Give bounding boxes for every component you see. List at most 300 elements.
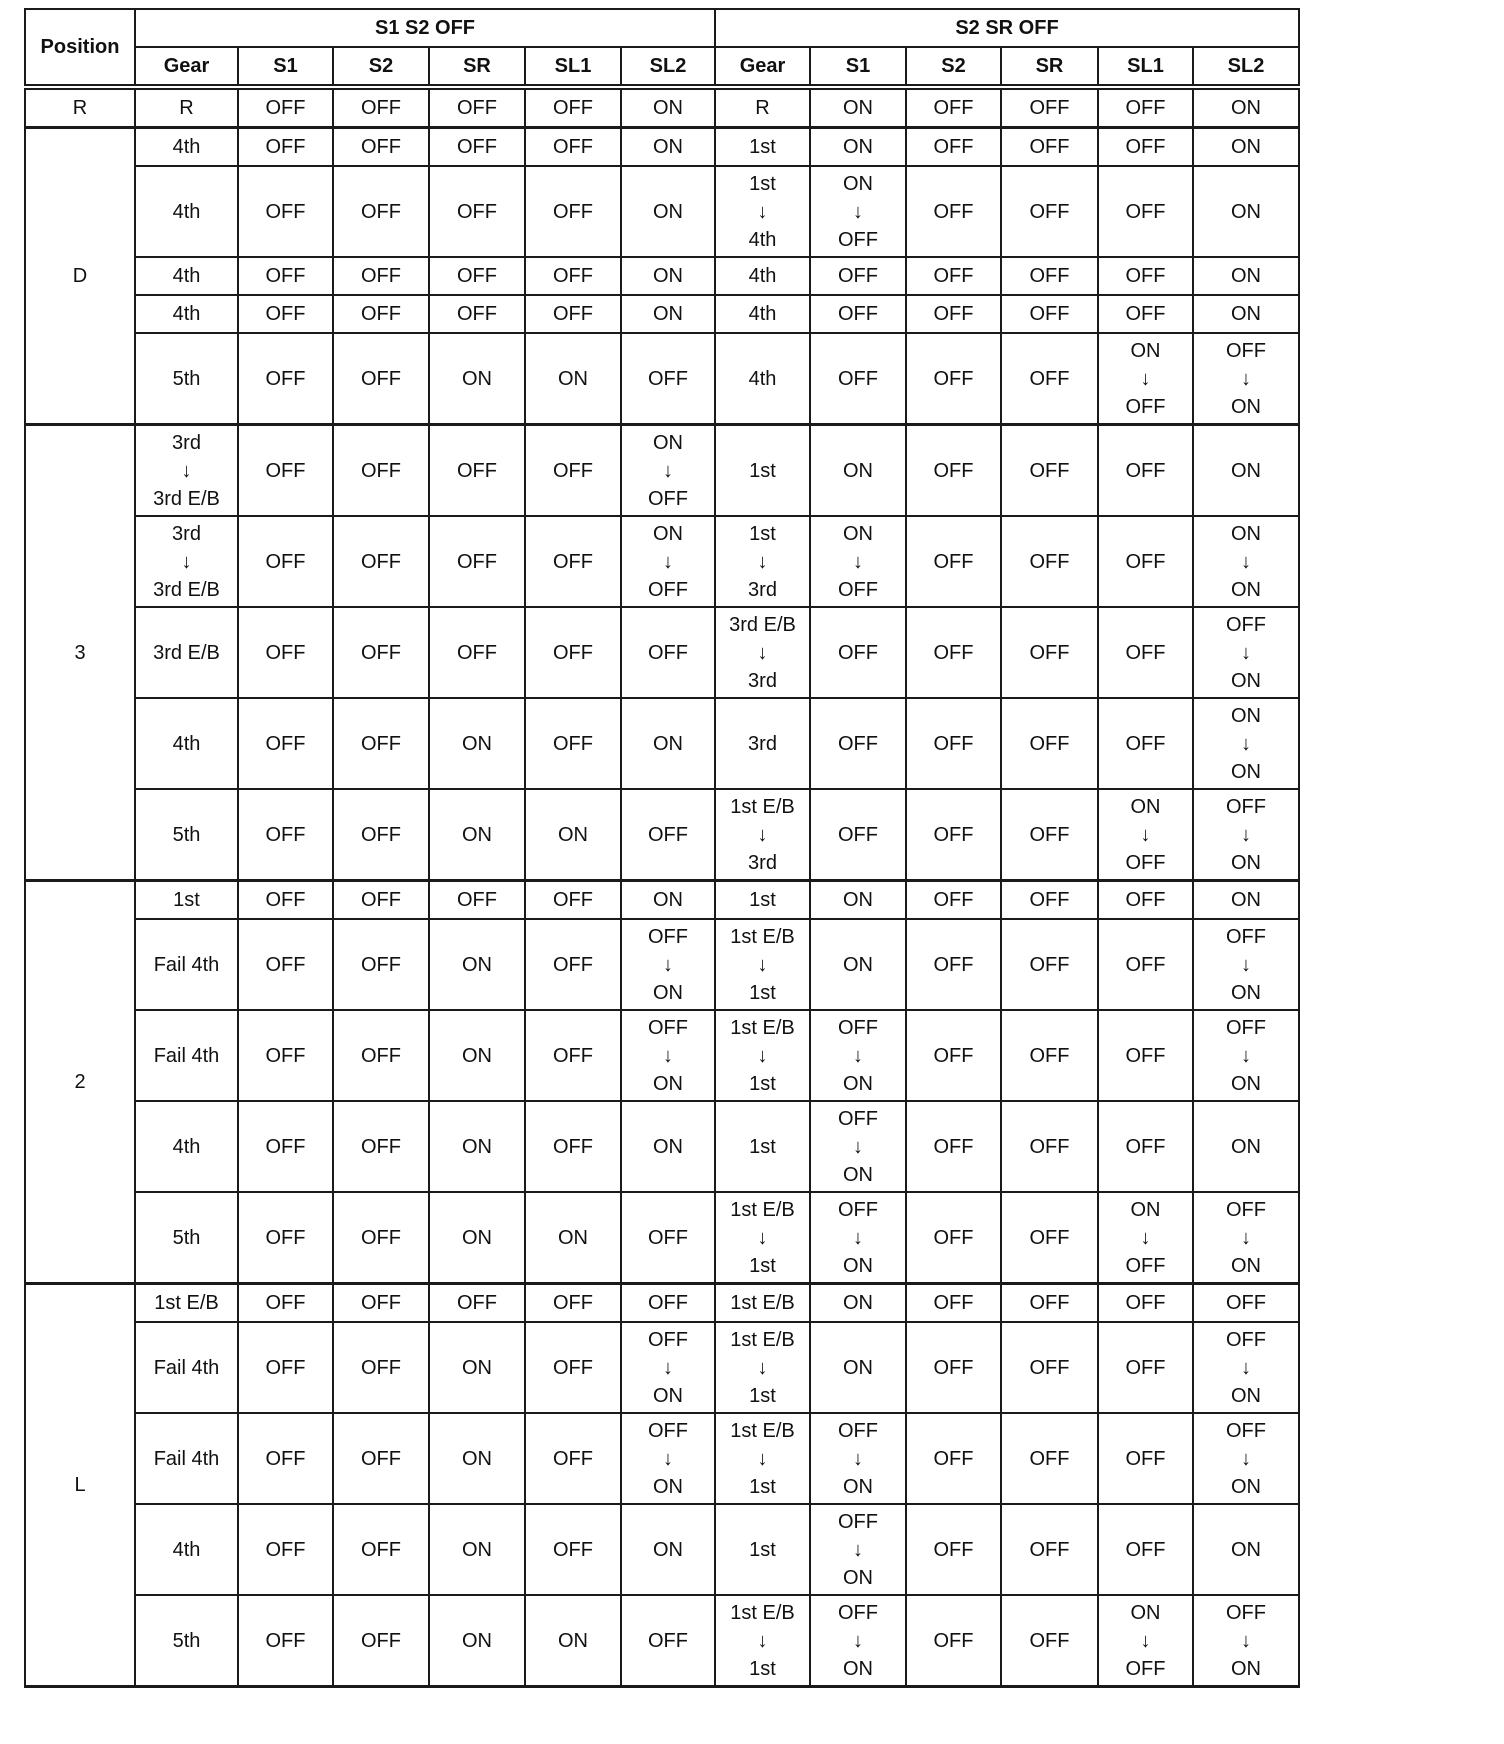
cell-s2sroff-sl1: OFF	[1098, 87, 1193, 128]
cell-s1s2off-s2: OFF	[333, 128, 429, 167]
transition-to: 4th	[748, 228, 777, 251]
down-arrow-icon: ↓	[663, 550, 673, 573]
cell-s1s2off-sr: OFF	[429, 1284, 525, 1323]
cell-s2sroff-s1: OFF	[810, 789, 906, 881]
cell-s1s2off-s2: OFF	[333, 1322, 429, 1413]
cell-s2sroff-sl1: OFF	[1098, 919, 1193, 1010]
down-arrow-icon: ↓	[1140, 1629, 1151, 1652]
cell-s1s2off-sl1: OFF	[525, 881, 621, 920]
cell-s1s2off-s2: OFF	[333, 516, 429, 607]
cell-s1s2off-s1: OFF	[238, 295, 333, 333]
cell-s1s2off-sr: OFF	[429, 881, 525, 920]
cell-s1s2off-s2: OFF	[333, 1504, 429, 1595]
cell-s2sroff-gear: 1st	[715, 1101, 810, 1192]
cell-s2sroff-sr: OFF	[1001, 919, 1098, 1010]
cell-s2sroff-s2: OFF	[906, 789, 1001, 881]
cell-s2sroff-gear: 4th	[715, 333, 810, 425]
cell-s1s2off-s1: OFF	[238, 881, 333, 920]
cell-s2sroff-sl2	[1193, 919, 1299, 1010]
down-arrow-icon: ↓	[853, 550, 863, 573]
transition-to: ON	[653, 981, 683, 1004]
down-arrow-icon: ↓	[853, 1044, 863, 1067]
cell-s2sroff-sl1: OFF	[1098, 128, 1193, 167]
transition-to: OFF	[838, 228, 878, 251]
transition-to: ON	[653, 1475, 683, 1498]
cell-s2sroff-sr: OFF	[1001, 425, 1098, 517]
transition-from: 1st E/B	[730, 1328, 795, 1351]
cell-s2sroff-s2: OFF	[906, 1101, 1001, 1192]
cell-s1s2off-sl1: OFF	[525, 87, 621, 128]
cell-s1s2off-sr: OFF	[429, 166, 525, 257]
cell-s2sroff-gear: 4th	[715, 295, 810, 333]
cell-s2sroff-s1	[810, 1010, 906, 1101]
transition-from: ON	[653, 522, 683, 545]
cell-s1s2off-sr: ON	[429, 1101, 525, 1192]
transition-to: ON	[1231, 395, 1261, 418]
down-arrow-icon: ↓	[1241, 953, 1251, 976]
cell-s2sroff-gear: 1st	[715, 128, 810, 167]
cell-s1s2off-sl2	[621, 425, 715, 517]
table-row	[25, 1101, 1299, 1192]
cell-s2sroff-s2: OFF	[906, 1322, 1001, 1413]
down-arrow-icon: ↓	[1241, 1356, 1251, 1379]
cell-s1s2off-sl1: OFF	[525, 1504, 621, 1595]
col-header-sl1: SL1	[1098, 47, 1193, 87]
col-header-gear: Gear	[135, 47, 238, 87]
down-arrow-icon: ↓	[853, 1538, 863, 1561]
cell-s1s2off-sl2: OFF	[621, 607, 715, 698]
cell-s2sroff-sl1: OFF	[1098, 1101, 1193, 1192]
cell-s2sroff-s1	[810, 516, 906, 607]
transition-to: OFF	[1125, 1657, 1166, 1680]
transition-from: OFF	[1226, 1601, 1266, 1624]
cell-s2sroff-gear	[715, 1010, 810, 1101]
cell-s1s2off-sr: ON	[429, 1010, 525, 1101]
cell-s1s2off-sr: OFF	[429, 257, 525, 295]
cell-s2sroff-gear	[715, 1413, 810, 1504]
cell-s1s2off-gear: 4th	[135, 295, 238, 333]
cell-s1s2off-s2: OFF	[333, 1010, 429, 1101]
cell-s1s2off-s2: OFF	[333, 295, 429, 333]
down-arrow-icon: ↓	[1241, 1226, 1251, 1249]
cell-s1s2off-gear: 4th	[135, 166, 238, 257]
cell-s1s2off-s1: OFF	[238, 919, 333, 1010]
cell-s1s2off-gear: R	[135, 87, 238, 128]
transition-to: ON	[843, 1475, 873, 1498]
table-row	[25, 1504, 1299, 1595]
transition-from: OFF	[648, 1016, 688, 1039]
transition-from: ON	[1130, 795, 1161, 818]
transition-from: OFF	[648, 925, 688, 948]
table-row	[25, 257, 1299, 295]
down-arrow-icon: ↓	[757, 823, 768, 846]
transition-to: ON	[653, 1384, 683, 1407]
cell-s1s2off-s1: OFF	[238, 1413, 333, 1504]
cell-s2sroff-sl2	[1193, 516, 1299, 607]
down-arrow-icon: ↓	[1241, 641, 1251, 664]
col-header-s2: S2	[333, 47, 429, 87]
cell-s1s2off-sl1: ON	[525, 1192, 621, 1284]
transition-to: ON	[843, 1072, 873, 1095]
cell-s2sroff-gear	[715, 607, 810, 698]
cell-s2sroff-s1: ON	[810, 1322, 906, 1413]
cell-s1s2off-sl1: OFF	[525, 698, 621, 789]
transition-from: OFF	[838, 1510, 878, 1533]
cell-s2sroff-s2: OFF	[906, 87, 1001, 128]
cell-s1s2off-gear: 4th	[135, 1504, 238, 1595]
cell-s1s2off-sr: OFF	[429, 425, 525, 517]
cell-s1s2off-sr: OFF	[429, 295, 525, 333]
cell-s1s2off-sl2: ON	[621, 257, 715, 295]
cell-s1s2off-s2: OFF	[333, 1413, 429, 1504]
transition-to: ON	[1231, 1475, 1261, 1498]
cell-s1s2off-sl2	[621, 1322, 715, 1413]
cell-s2sroff-sr: OFF	[1001, 1413, 1098, 1504]
cell-s1s2off-sl2	[621, 516, 715, 607]
cell-s2sroff-sl2	[1193, 333, 1299, 425]
cell-s2sroff-sl2: ON	[1193, 257, 1299, 295]
cell-s1s2off-gear: 1st E/B	[135, 1284, 238, 1323]
cell-s2sroff-gear: 4th	[715, 257, 810, 295]
cell-s1s2off-sr: ON	[429, 1504, 525, 1595]
down-arrow-icon: ↓	[1241, 1044, 1251, 1067]
down-arrow-icon: ↓	[757, 641, 768, 664]
down-arrow-icon: ↓	[663, 1447, 673, 1470]
cell-s2sroff-sr: OFF	[1001, 295, 1098, 333]
table-row	[25, 425, 1299, 517]
transition-to: OFF	[1125, 395, 1166, 418]
transition-from: OFF	[1226, 795, 1266, 818]
cell-s1s2off-s1: OFF	[238, 1595, 333, 1687]
down-arrow-icon: ↓	[853, 1447, 863, 1470]
down-arrow-icon: ↓	[663, 1356, 673, 1379]
cell-s1s2off-s2: OFF	[333, 789, 429, 881]
down-arrow-icon: ↓	[757, 1226, 768, 1249]
cell-s2sroff-sl2	[1193, 698, 1299, 789]
cell-s1s2off-sl1: OFF	[525, 1101, 621, 1192]
cell-s1s2off-sl1: OFF	[525, 1284, 621, 1323]
cell-s2sroff-sl1	[1098, 333, 1193, 425]
cell-s1s2off-gear: 3rd E/B	[135, 607, 238, 698]
table-row	[25, 1010, 1299, 1101]
transition-from: OFF	[1226, 1016, 1266, 1039]
position-header: Position	[25, 9, 135, 87]
cell-s2sroff-sr: OFF	[1001, 881, 1098, 920]
down-arrow-icon: ↓	[757, 200, 768, 223]
transition-from: 3rd	[172, 431, 201, 454]
cell-s1s2off-sl1: ON	[525, 789, 621, 881]
cell-s1s2off-sr: OFF	[429, 87, 525, 128]
transition-from: OFF	[838, 1016, 878, 1039]
cell-s1s2off-gear: Fail 4th	[135, 1322, 238, 1413]
cell-s1s2off-sl2	[621, 1413, 715, 1504]
cell-s1s2off-s1: OFF	[238, 516, 333, 607]
cell-s2sroff-sl2: ON	[1193, 1101, 1299, 1192]
down-arrow-icon: ↓	[757, 953, 768, 976]
cell-s2sroff-sl1: OFF	[1098, 516, 1193, 607]
cell-s1s2off-sl2: ON	[621, 881, 715, 920]
transition-from: 1st	[749, 522, 776, 545]
cell-s1s2off-sl2: OFF	[621, 1192, 715, 1284]
cell-s2sroff-s2: OFF	[906, 1192, 1001, 1284]
cell-s2sroff-s2: OFF	[906, 1284, 1001, 1323]
cell-s1s2off-s2: OFF	[333, 1595, 429, 1687]
cell-s2sroff-s1: OFF	[810, 607, 906, 698]
cell-s1s2off-sr: ON	[429, 698, 525, 789]
cell-s1s2off-s2: OFF	[333, 1101, 429, 1192]
table-row	[25, 789, 1299, 881]
cell-s2sroff-s1: ON	[810, 425, 906, 517]
table-row	[25, 1413, 1299, 1504]
down-arrow-icon: ↓	[1241, 1629, 1251, 1652]
col-header-sl2: SL2	[1193, 47, 1299, 87]
transition-to: OFF	[1125, 851, 1166, 874]
cell-s2sroff-sr: OFF	[1001, 698, 1098, 789]
cell-s1s2off-sl2: ON	[621, 166, 715, 257]
cell-s2sroff-sl2	[1193, 1413, 1299, 1504]
cell-s1s2off-sl2: OFF	[621, 789, 715, 881]
cell-s2sroff-sl1	[1098, 1595, 1193, 1687]
down-arrow-icon: ↓	[181, 459, 192, 482]
cell-s2sroff-sl2	[1193, 789, 1299, 881]
down-arrow-icon: ↓	[757, 1044, 768, 1067]
cell-s1s2off-gear: 4th	[135, 698, 238, 789]
cell-s2sroff-s2: OFF	[906, 919, 1001, 1010]
down-arrow-icon: ↓	[1241, 823, 1251, 846]
down-arrow-icon: ↓	[757, 1629, 768, 1652]
down-arrow-icon: ↓	[1241, 1447, 1251, 1470]
cell-s2sroff-gear: 1st	[715, 881, 810, 920]
cell-s2sroff-sr: OFF	[1001, 166, 1098, 257]
cell-s1s2off-sl1: OFF	[525, 1010, 621, 1101]
cell-s2sroff-s2: OFF	[906, 257, 1001, 295]
solenoid-table-wrapper	[24, 8, 1300, 1688]
transition-from: 3rd	[172, 522, 201, 545]
cell-s1s2off-s1: OFF	[238, 1010, 333, 1101]
cell-s2sroff-gear	[715, 789, 810, 881]
cell-s2sroff-gear: 1st E/B	[715, 1284, 810, 1323]
cell-s1s2off-sl1: ON	[525, 333, 621, 425]
cell-s2sroff-s1	[810, 1504, 906, 1595]
position-cell: 2	[25, 881, 135, 1284]
transition-from: 1st E/B	[730, 1016, 795, 1039]
cell-s2sroff-sl2	[1193, 1595, 1299, 1687]
cell-s1s2off-s1: OFF	[238, 1284, 333, 1323]
transition-from: OFF	[1226, 1328, 1266, 1351]
position-cell: D	[25, 128, 135, 425]
cell-s2sroff-s1	[810, 1192, 906, 1284]
cell-s1s2off-sr: ON	[429, 1192, 525, 1284]
cell-s1s2off-sr: OFF	[429, 607, 525, 698]
cell-s2sroff-s1	[810, 166, 906, 257]
cell-s2sroff-gear	[715, 1322, 810, 1413]
cell-s2sroff-s2: OFF	[906, 1595, 1001, 1687]
cell-s2sroff-s2: OFF	[906, 881, 1001, 920]
down-arrow-icon: ↓	[663, 1044, 673, 1067]
down-arrow-icon: ↓	[853, 200, 863, 223]
cell-s2sroff-s2: OFF	[906, 607, 1001, 698]
cell-s1s2off-sl1: OFF	[525, 516, 621, 607]
cell-s2sroff-s2: OFF	[906, 516, 1001, 607]
cell-s2sroff-s2: OFF	[906, 1504, 1001, 1595]
cell-s2sroff-s2: OFF	[906, 1413, 1001, 1504]
cell-s2sroff-sr: OFF	[1001, 1322, 1098, 1413]
cell-s2sroff-s2: OFF	[906, 128, 1001, 167]
transition-to: ON	[1231, 981, 1261, 1004]
cell-s1s2off-gear: 4th	[135, 128, 238, 167]
cell-s1s2off-s1: OFF	[238, 128, 333, 167]
cell-s1s2off-s1: OFF	[238, 1101, 333, 1192]
cell-s2sroff-s1	[810, 1595, 906, 1687]
cell-s2sroff-sl2	[1193, 1192, 1299, 1284]
col-header-s1: S1	[238, 47, 333, 87]
cell-s1s2off-sr: ON	[429, 1413, 525, 1504]
cell-s1s2off-sl2: OFF	[621, 1284, 715, 1323]
cell-s1s2off-sl2: ON	[621, 1504, 715, 1595]
transition-from: ON	[843, 172, 873, 195]
transition-to: OFF	[1125, 1254, 1166, 1277]
table-row	[25, 698, 1299, 789]
table-row	[25, 607, 1299, 698]
transition-to: ON	[843, 1657, 873, 1680]
transition-from: ON	[1130, 339, 1161, 362]
cell-s1s2off-sl1: OFF	[525, 425, 621, 517]
transition-from: OFF	[1226, 1198, 1266, 1221]
col-header-s1: S1	[810, 47, 906, 87]
down-arrow-icon: ↓	[663, 953, 673, 976]
table-row	[25, 333, 1299, 425]
cell-s1s2off-gear: Fail 4th	[135, 919, 238, 1010]
transition-to: ON	[1231, 1072, 1261, 1095]
cell-s1s2off-s2: OFF	[333, 1192, 429, 1284]
cell-s2sroff-gear: R	[715, 87, 810, 128]
transition-to: ON	[1231, 1657, 1261, 1680]
cell-s2sroff-s2: OFF	[906, 295, 1001, 333]
transition-from: 1st E/B	[730, 1419, 795, 1442]
cell-s2sroff-sr: OFF	[1001, 1101, 1098, 1192]
transition-from: 1st E/B	[730, 795, 795, 818]
cell-s1s2off-s1: OFF	[238, 257, 333, 295]
down-arrow-icon: ↓	[1140, 1226, 1151, 1249]
cell-s1s2off-sl1: OFF	[525, 295, 621, 333]
cell-s2sroff-sr: OFF	[1001, 1504, 1098, 1595]
cell-s1s2off-sr: ON	[429, 1322, 525, 1413]
down-arrow-icon: ↓	[663, 459, 673, 482]
col-header-s2: S2	[906, 47, 1001, 87]
col-header-gear: Gear	[715, 47, 810, 87]
cell-s2sroff-sr: OFF	[1001, 789, 1098, 881]
down-arrow-icon: ↓	[853, 1135, 863, 1158]
transition-from: OFF	[648, 1419, 688, 1442]
cell-s1s2off-s1: OFF	[238, 1192, 333, 1284]
cell-s1s2off-s2: OFF	[333, 333, 429, 425]
transition-to: ON	[1231, 760, 1261, 783]
cell-s2sroff-s1: ON	[810, 128, 906, 167]
cell-s1s2off-sr: OFF	[429, 128, 525, 167]
transition-to: OFF	[838, 578, 878, 601]
transition-to: ON	[843, 1254, 873, 1277]
cell-s2sroff-gear	[715, 1595, 810, 1687]
cell-s1s2off-s1: OFF	[238, 333, 333, 425]
cell-s1s2off-sl1: OFF	[525, 128, 621, 167]
solenoid-operation-table	[24, 8, 1300, 1688]
cell-s2sroff-sl2: ON	[1193, 881, 1299, 920]
down-arrow-icon: ↓	[853, 1629, 863, 1652]
cell-s1s2off-gear: Fail 4th	[135, 1010, 238, 1101]
cell-s1s2off-gear: Fail 4th	[135, 1413, 238, 1504]
cell-s2sroff-sl1	[1098, 789, 1193, 881]
cell-s2sroff-gear: 1st	[715, 425, 810, 517]
cell-s2sroff-sl2	[1193, 1010, 1299, 1101]
cell-s2sroff-s2: OFF	[906, 698, 1001, 789]
table-body	[25, 87, 1299, 1687]
table-row	[25, 1322, 1299, 1413]
group-header-s2-sr-off: S2 SR OFF	[715, 9, 1299, 47]
cell-s2sroff-sl2: OFF	[1193, 1284, 1299, 1323]
cell-s1s2off-s1: OFF	[238, 1504, 333, 1595]
cell-s2sroff-sr: OFF	[1001, 87, 1098, 128]
transition-to: ON	[1231, 578, 1261, 601]
cell-s1s2off-s2: OFF	[333, 425, 429, 517]
cell-s2sroff-gear	[715, 166, 810, 257]
transition-from: OFF	[838, 1601, 878, 1624]
down-arrow-icon: ↓	[181, 550, 192, 573]
transition-to: 3rd E/B	[153, 487, 220, 510]
transition-from: OFF	[1226, 613, 1266, 636]
position-cell: R	[25, 87, 135, 128]
table-row	[25, 295, 1299, 333]
cell-s1s2off-sl1: OFF	[525, 1322, 621, 1413]
cell-s2sroff-sl1: OFF	[1098, 1504, 1193, 1595]
down-arrow-icon: ↓	[1140, 367, 1151, 390]
cell-s2sroff-s1	[810, 1101, 906, 1192]
cell-s1s2off-s2: OFF	[333, 919, 429, 1010]
transition-from: OFF	[1226, 925, 1266, 948]
transition-from: OFF	[838, 1198, 878, 1221]
cell-s1s2off-s2: OFF	[333, 881, 429, 920]
cell-s2sroff-s1: OFF	[810, 698, 906, 789]
cell-s2sroff-sl1: OFF	[1098, 257, 1193, 295]
transition-from: OFF	[1226, 339, 1266, 362]
down-arrow-icon: ↓	[757, 1447, 768, 1470]
down-arrow-icon: ↓	[1241, 367, 1251, 390]
cell-s2sroff-sr: OFF	[1001, 1595, 1098, 1687]
cell-s1s2off-sl2	[621, 919, 715, 1010]
transition-to: 1st	[749, 1072, 776, 1095]
transition-from: 3rd E/B	[729, 613, 796, 636]
col-header-sr: SR	[429, 47, 525, 87]
cell-s1s2off-sl2: ON	[621, 128, 715, 167]
cell-s1s2off-sl2	[621, 1010, 715, 1101]
transition-from: ON	[1130, 1601, 1161, 1624]
cell-s2sroff-s2: OFF	[906, 166, 1001, 257]
transition-to: OFF	[648, 487, 688, 510]
cell-s1s2off-sl1: ON	[525, 1595, 621, 1687]
cell-s2sroff-sr: OFF	[1001, 333, 1098, 425]
header-row-groups	[25, 9, 1299, 47]
cell-s2sroff-s1: OFF	[810, 257, 906, 295]
cell-s1s2off-sl2: OFF	[621, 333, 715, 425]
cell-s2sroff-sl2: ON	[1193, 128, 1299, 167]
cell-s2sroff-sl1: OFF	[1098, 607, 1193, 698]
transition-to: 1st	[749, 1657, 776, 1680]
transition-to: ON	[1231, 669, 1261, 692]
cell-s1s2off-sl2: ON	[621, 295, 715, 333]
cell-s2sroff-sl1: OFF	[1098, 881, 1193, 920]
col-header-sl2: SL2	[621, 47, 715, 87]
cell-s1s2off-gear: 1st	[135, 881, 238, 920]
cell-s1s2off-s1: OFF	[238, 607, 333, 698]
